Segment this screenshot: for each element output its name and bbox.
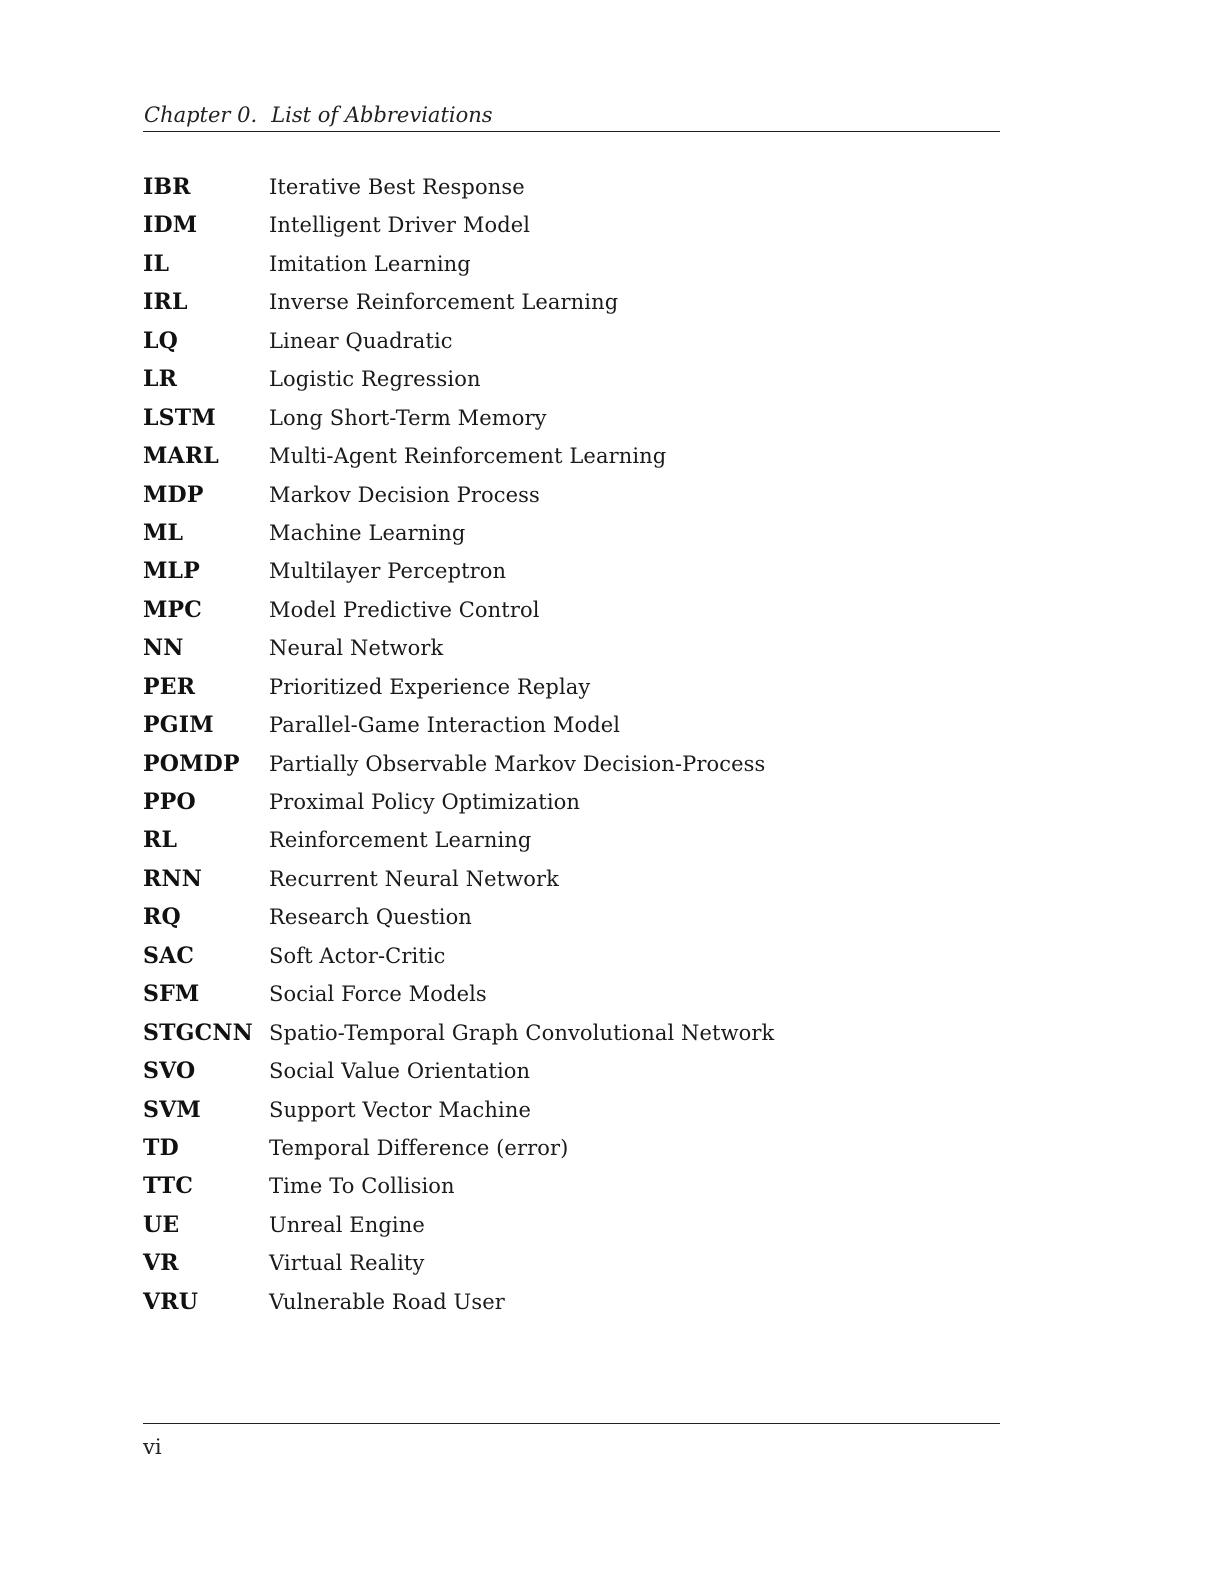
abbreviation-row — [143, 707, 1000, 745]
abbreviation-definition: Support Vector Machine — [269, 1097, 531, 1122]
abbreviation-definition: Parallel-Game Interaction Model — [269, 713, 621, 738]
abbreviation-term: STGCNN — [143, 1019, 253, 1046]
abbreviation-row — [143, 361, 1000, 399]
abbreviation-definition: Proximal Policy Optimization — [269, 790, 581, 814]
abbreviation-term: VR — [143, 1250, 179, 1277]
abbreviation-definition: Neural Network — [269, 636, 444, 661]
abbreviation-definition: Soft Actor-Critic — [269, 943, 446, 968]
abbreviation-row — [143, 861, 1000, 899]
abbreviation-row — [143, 1092, 1000, 1130]
running-header — [143, 100, 1000, 132]
abbreviation-term: LR — [143, 366, 178, 393]
abbreviation-term: PPO — [143, 789, 196, 815]
abbreviation-definition: Recurrent Neural Network — [269, 866, 559, 891]
abbreviation-row — [143, 169, 1000, 207]
abbreviation-term: SFM — [143, 981, 200, 1008]
abbreviation-term: LQ — [143, 327, 179, 354]
abbreviation-row — [143, 284, 1000, 322]
abbreviation-term: UE — [143, 1211, 180, 1238]
abbreviation-definition: Multi-Agent Reinforcement Learning — [269, 444, 667, 469]
abbreviation-definition: Imitation Learning — [269, 251, 471, 276]
abbreviation-list — [143, 169, 1000, 1322]
chapter-label: Chapter 0. — [144, 103, 258, 127]
abbreviation-term: RQ — [143, 904, 181, 931]
abbreviation-definition: Unreal Engine — [269, 1212, 425, 1237]
abbreviation-row — [143, 515, 1000, 553]
abbreviation-row — [143, 938, 1000, 976]
abbreviation-term: RNN — [143, 865, 203, 892]
abbreviation-term: POMDP — [143, 750, 240, 777]
abbreviation-definition: Long Short-Term Memory — [269, 405, 547, 430]
abbreviation-definition: Intelligent Driver Model — [269, 213, 531, 238]
abbreviation-row — [143, 246, 1000, 284]
abbreviation-term: MLP — [143, 558, 200, 585]
abbreviation-row — [143, 822, 1000, 860]
abbreviation-definition: Virtual Reality — [269, 1251, 425, 1276]
abbreviation-term: TD — [143, 1134, 179, 1161]
header-text — [144, 102, 493, 128]
abbreviation-definition: Prioritized Experience Replay — [269, 674, 591, 699]
abbreviation-row — [143, 1207, 1000, 1245]
abbreviation-term: MPC — [143, 596, 203, 623]
abbreviation-row — [143, 323, 1000, 361]
abbreviation-term: PGIM — [143, 712, 214, 739]
abbreviation-definition: Research Question — [269, 905, 472, 930]
abbreviation-term: LSTM — [143, 404, 216, 431]
abbreviation-definition: Machine Learning — [269, 520, 466, 545]
abbreviation-term: ML — [143, 519, 184, 546]
abbreviation-definition: Spatio-Temporal Graph Convolutional Network — [269, 1020, 775, 1045]
abbreviation-definition: Multilayer Perceptron — [269, 559, 507, 584]
abbreviation-row — [143, 207, 1000, 245]
abbreviation-term: IBR — [143, 174, 191, 200]
abbreviation-term: VRU — [143, 1288, 199, 1315]
abbreviation-definition: Partially Observable Markov Decision-Process — [269, 751, 766, 776]
abbreviation-row — [143, 477, 1000, 515]
abbreviation-row — [143, 976, 1000, 1014]
footer-rule — [143, 1423, 1000, 1424]
abbreviation-row — [143, 1168, 1000, 1206]
abbreviation-row — [143, 553, 1000, 591]
abbreviation-definition: Reinforcement Learning — [269, 828, 532, 853]
abbreviation-definition: Iterative Best Response — [269, 175, 525, 199]
abbreviation-definition: Markov Decision Process — [269, 482, 540, 507]
abbreviation-term: IL — [143, 250, 170, 277]
abbreviation-term: SAC — [143, 942, 195, 969]
abbreviation-row — [143, 899, 1000, 937]
abbreviation-row — [143, 669, 1000, 707]
abbreviation-row — [143, 1053, 1000, 1091]
abbreviation-term: PER — [143, 673, 196, 700]
abbreviation-term: TTC — [143, 1173, 194, 1200]
abbreviation-definition: Linear Quadratic — [269, 328, 453, 353]
abbreviation-term: RL — [143, 827, 178, 854]
abbreviation-definition: Social Value Orientation — [269, 1059, 531, 1084]
abbreviation-row — [143, 438, 1000, 476]
abbreviation-term: IRL — [143, 289, 188, 316]
abbreviation-row — [143, 1245, 1000, 1283]
abbreviation-definition: Temporal Difference (error) — [269, 1135, 569, 1160]
abbreviation-definition: Inverse Reinforcement Learning — [269, 290, 619, 315]
abbreviation-term: MARL — [143, 443, 219, 470]
abbreviation-term: SVM — [143, 1096, 201, 1123]
abbreviation-definition: Vulnerable Road User — [269, 1289, 505, 1314]
abbreviation-term: MDP — [143, 481, 204, 508]
abbreviation-definition: Time To Collision — [269, 1174, 455, 1199]
abbreviation-row — [143, 400, 1000, 438]
abbreviation-row — [143, 1015, 1000, 1053]
abbreviation-row — [143, 746, 1000, 784]
abbreviation-definition: Logistic Regression — [269, 367, 481, 392]
abbreviation-row — [143, 1284, 1000, 1322]
abbreviation-row — [143, 630, 1000, 668]
abbreviation-row — [143, 1130, 1000, 1168]
abbreviation-row — [143, 784, 1000, 822]
abbreviation-term: IDM — [143, 212, 198, 239]
abbreviation-definition: Model Predictive Control — [269, 597, 540, 622]
header-title: List of Abbreviations — [271, 103, 493, 127]
abbreviation-term: NN — [143, 635, 184, 662]
abbreviation-term: SVO — [143, 1058, 196, 1085]
page-number: vi — [143, 1435, 162, 1459]
abbreviation-definition: Social Force Models — [269, 982, 487, 1007]
abbreviation-row — [143, 592, 1000, 630]
